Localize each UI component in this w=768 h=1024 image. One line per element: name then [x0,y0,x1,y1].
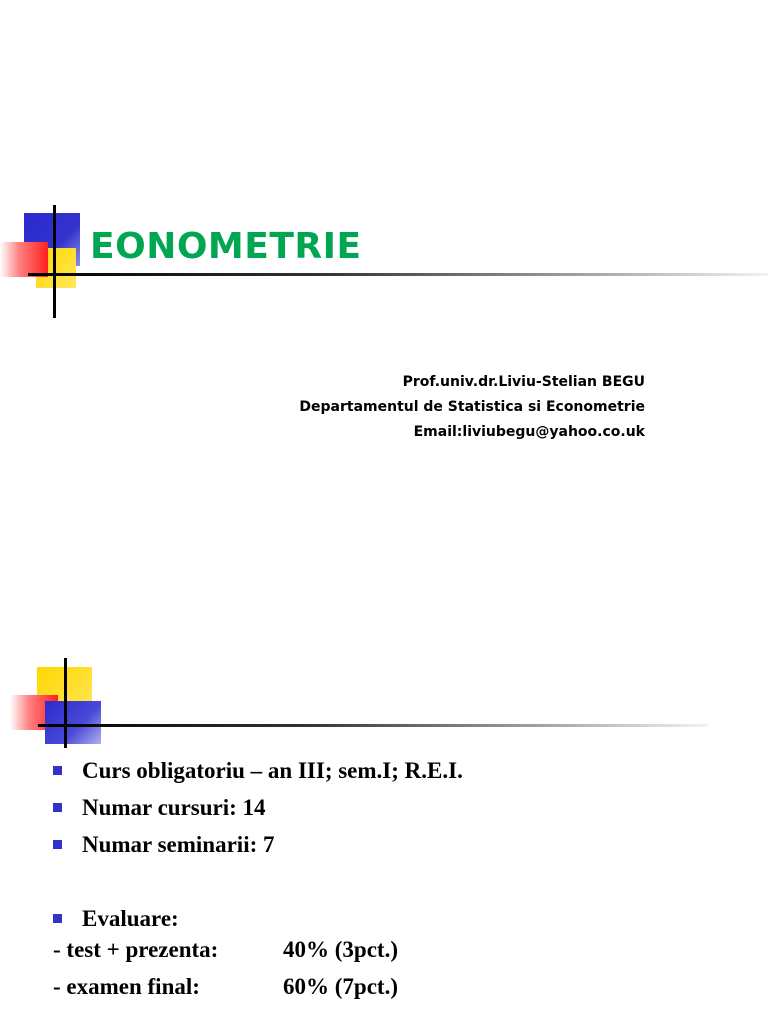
author-block [299,370,645,445]
bullet-course-type: Curs obligatoriu – an III; sem.I; R.E.I. [53,752,463,789]
decoration-vertical-line [64,658,67,748]
decoration-vertical-line [53,205,56,318]
decoration-horizontal-line [38,724,708,727]
author-name: Prof.univ.dr.Liviu-Stelian BEGU [402,374,645,390]
decoration-horizontal-line [28,273,768,276]
bullet-seminar-count: Numar seminarii: 7 [53,826,463,863]
evaluation-label: - test + prezenta: [53,937,219,962]
author-department: Departamentul de Statistica si Econometrie [299,399,645,415]
decoration-red-square [0,242,48,277]
evaluation-row-test [53,931,398,968]
evaluation-weight: 60% (7pct.) [283,974,398,999]
bullet-evaluation: Evaluare: [53,900,463,937]
course-info-slide [0,640,768,1024]
author-email: Email:liviubegu@yahoo.co.uk [413,424,645,440]
decoration-blue-square [45,701,101,744]
evaluation-row-exam [53,968,398,1005]
evaluation-weight: 40% (3pct.) [283,937,398,962]
slide-title: EONOMETRIE [90,226,362,267]
bullet-course-count: Numar cursuri: 14 [53,789,463,826]
evaluation-label: - examen final: [53,974,200,999]
course-bullet-list [53,752,463,937]
